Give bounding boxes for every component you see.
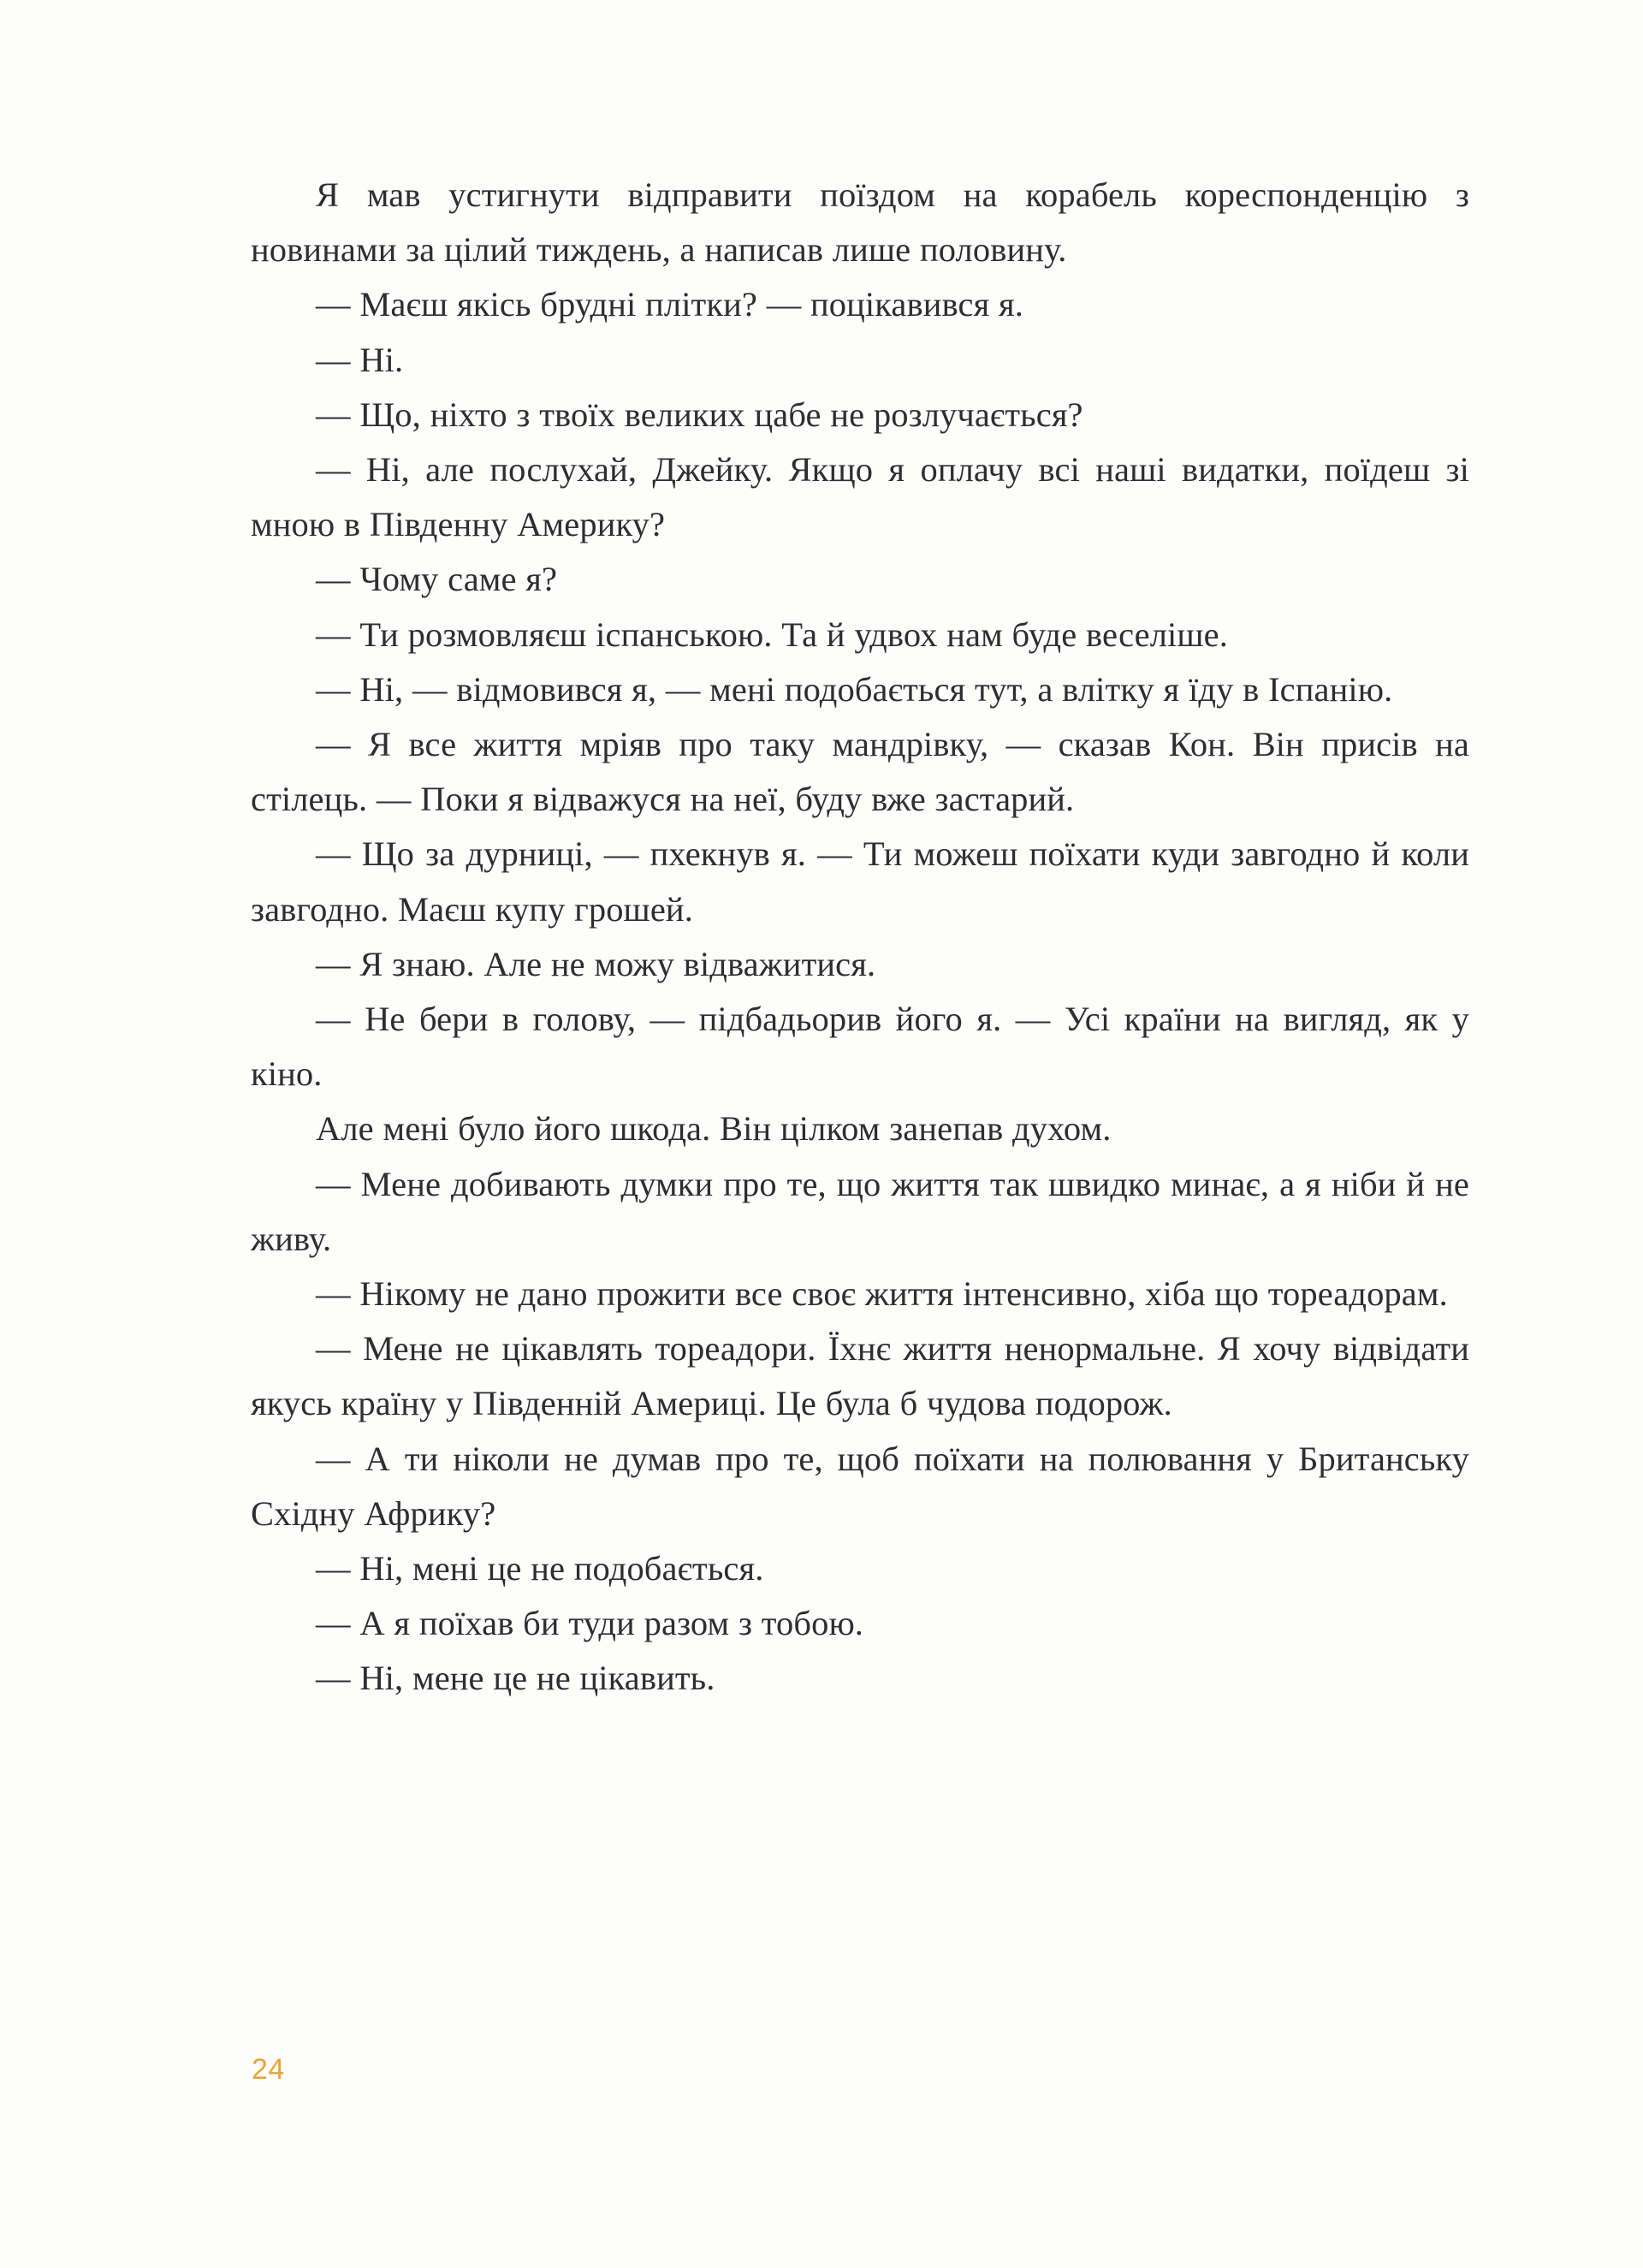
paragraph: — Що, ніхто з твоїх великих цабе не розлучається? [316, 395, 1083, 434]
paragraph: — Не бери в голову, — підбадьорив його я. — Усі країни на вигляд, як у кіно. [251, 1000, 1469, 1094]
paragraph: — Ні, але послухай, Джейку. Якщо я оплачу всі наші видатки, поїдеш зі мною в Південну Америку? [251, 450, 1469, 544]
paragraph: — Ні, мені це не подобається. [316, 1549, 764, 1588]
paragraph: — А ти ніколи не думав про те, щоб поїхати на полювання у Британську Східну Африку? [251, 1439, 1469, 1533]
page-number: 24 [252, 2053, 285, 2086]
paragraph: — Мене не цікавлять тореадори. Їхнє життя ненормальне. Я хочу відвідати якусь країну у Південній Америці. Це була б чудова подорож. [251, 1329, 1469, 1423]
paragraph: — А я поїхав би туди разом з тобою. [316, 1604, 864, 1643]
paragraph: — Я все життя мріяв про таку мандрівку, — сказав Кон. Він присів на стілець. — Поки я відважуся на неї, буду вже застарий. [251, 725, 1469, 819]
paragraph: Але мені було його шкода. Він цілком занепав духом. [316, 1109, 1112, 1149]
paragraph: — Ти розмовляєш іспанською. Та й удвох нам буде веселіше. [316, 614, 1228, 654]
paragraph: — Я знаю. Але не можу відважитися. [316, 944, 876, 983]
paragraph: — Ні, мене це не цікавить. [316, 1659, 715, 1698]
paragraph: Я мав устигнути відправити поїздом на корабель кореспонденцію з новинами за цілий тиждень, а написав лише половину. [251, 175, 1469, 270]
paragraph: — Ні. [316, 340, 404, 379]
paragraph: — Чому саме я? [316, 560, 558, 599]
paragraph: — Що за дурниці, — пхекнув я. — Ти можеш поїхати куди завгодно й коли завгодно. Маєш купу грошей. [251, 834, 1469, 929]
paragraph: — Мене добивають думки про те, що життя так швидко минає, а я ніби й не живу. [251, 1164, 1469, 1258]
paragraph: — Нікому не дано прожити все своє життя інтенсивно, хіба що тореадорам. [316, 1274, 1448, 1314]
paragraph: — Маєш якісь брудні плітки? — поцікавився я. [316, 285, 1023, 324]
paragraph: — Ні, — відмовився я, — мені подобається тут, а влітку я їду в Іспанію. [316, 669, 1393, 709]
body-text-column [251, 168, 1469, 1707]
